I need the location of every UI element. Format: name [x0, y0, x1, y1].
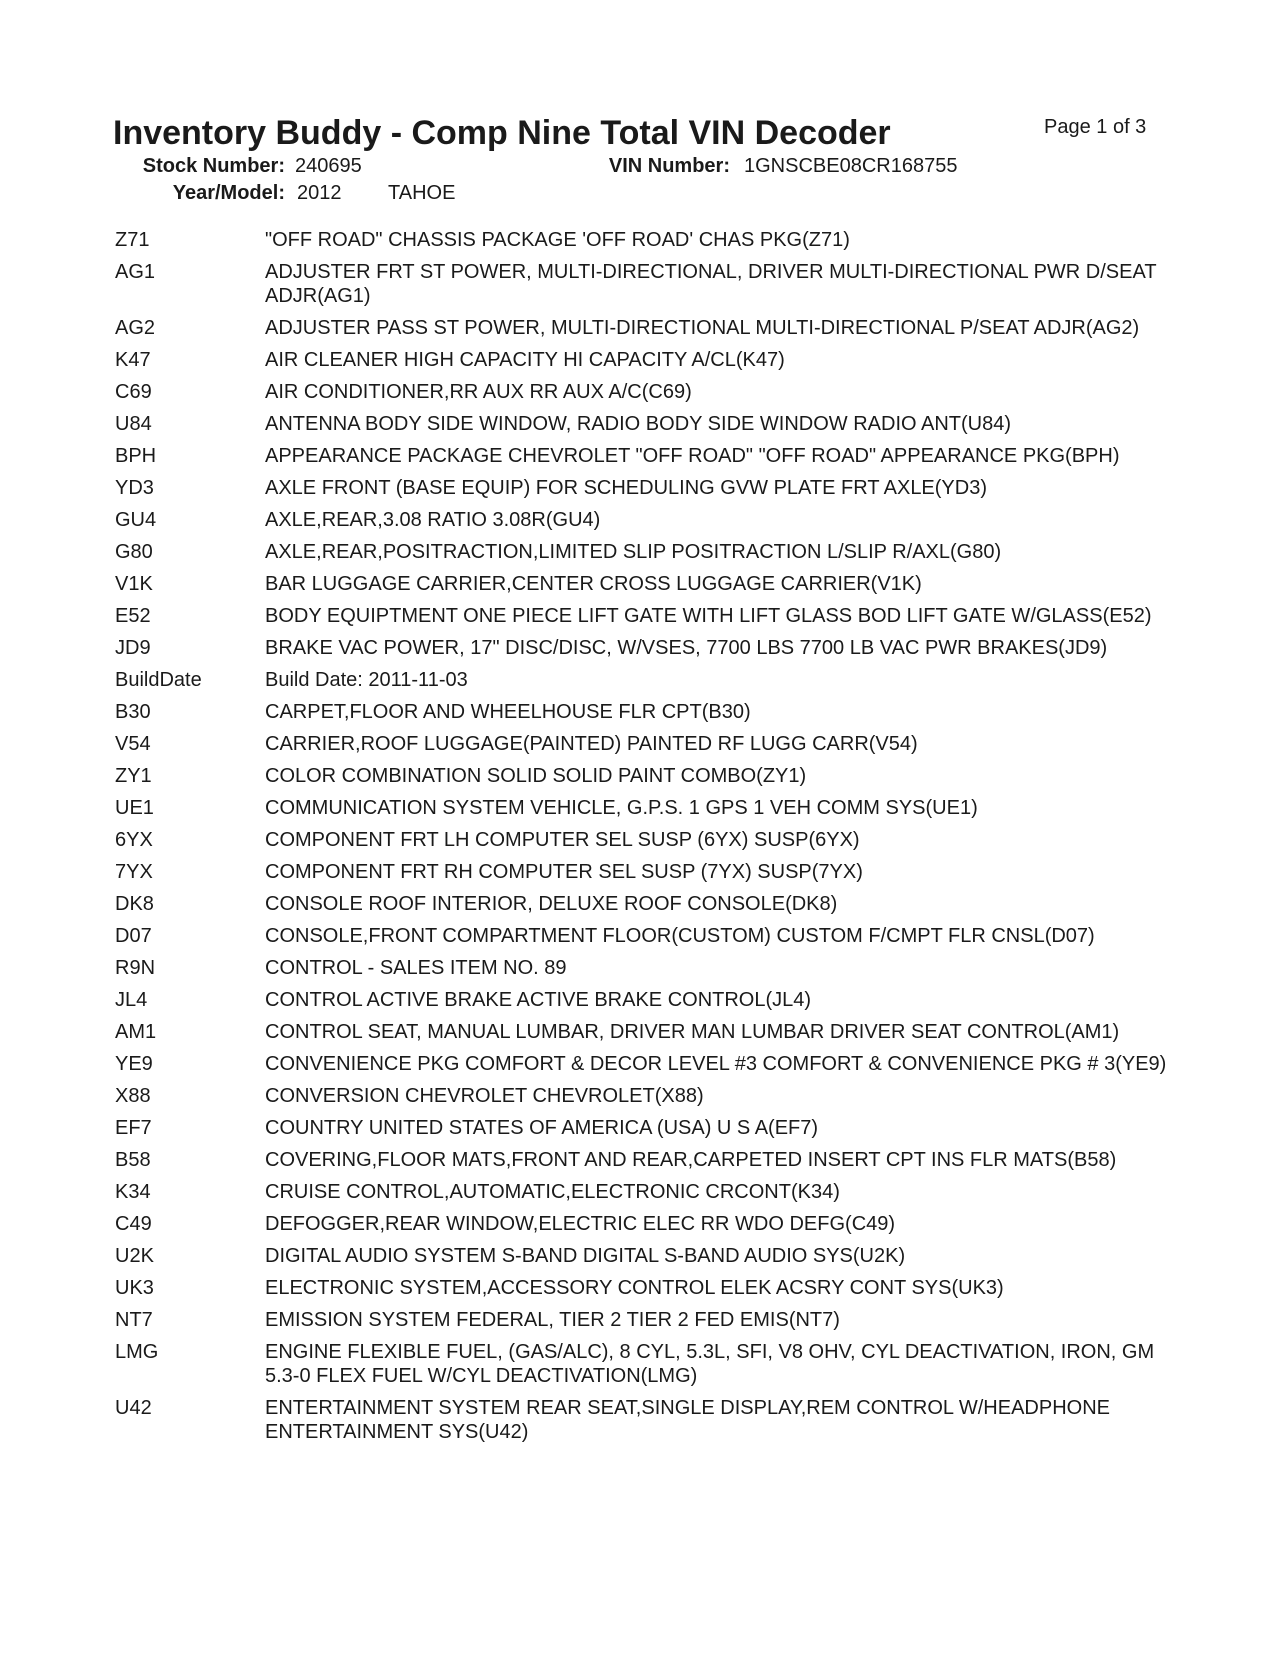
option-row — [115, 732, 1175, 756]
option-code: JL4 — [115, 989, 148, 1011]
option-description: CONVENIENCE PKG COMFORT & DECOR LEVEL #3 COMFORT & CONVENIENCE PKG # 3(YE9) — [265, 1053, 1167, 1075]
option-description: AIR CLEANER HIGH CAPACITY HI CAPACITY A/CL(K47) — [265, 349, 785, 371]
option-description: BRAKE VAC POWER, 17" DISC/DISC, W/VSES, 7700 LBS 7700 LB VAC PWR BRAKES(JD9) — [265, 637, 1108, 659]
option-code: UK3 — [115, 1277, 154, 1299]
option-row — [115, 636, 1175, 660]
option-description: COUNTRY UNITED STATES OF AMERICA (USA) U S A(EF7) — [265, 1117, 819, 1139]
option-description: COLOR COMBINATION SOLID SOLID PAINT COMBO(ZY1) — [265, 765, 807, 787]
option-code: YE9 — [115, 1053, 153, 1075]
option-row — [115, 988, 1175, 1012]
option-row — [115, 1116, 1175, 1140]
option-code: AG1 — [115, 261, 156, 283]
vin-number-label: VIN Number: — [608, 155, 730, 177]
option-description: AXLE,REAR,POSITRACTION,LIMITED SLIP POSITRACTION L/SLIP R/AXL(G80) — [265, 541, 1002, 563]
option-code: U2K — [115, 1245, 154, 1267]
option-row — [115, 1396, 1175, 1444]
option-code: JD9 — [115, 637, 151, 659]
option-row — [115, 508, 1175, 532]
option-row — [115, 228, 1175, 252]
option-description: CRUISE CONTROL,AUTOMATIC,ELECTRONIC CRCONT(K34) — [265, 1181, 840, 1203]
option-code: G80 — [115, 541, 153, 563]
stock-number-value: 240695 — [295, 155, 362, 177]
option-description: APPEARANCE PACKAGE CHEVROLET "OFF ROAD" "OFF ROAD" APPEARANCE PKG(BPH) — [265, 445, 1120, 467]
option-description: ENGINE FLEXIBLE FUEL, (GAS/ALC), 8 CYL, 5.3L, SFI, V8 OHV, CYL DEACTIVATION, IRON, GM 5.3-0 FLEX FUEL W/CYL DEACTIVATION(LMG) — [265, 1341, 1155, 1387]
year-value: 2012 — [297, 182, 342, 204]
stock-number-label: Stock Number: — [142, 155, 285, 177]
option-code: B58 — [115, 1149, 151, 1171]
option-description: CARRIER,ROOF LUGGAGE(PAINTED) PAINTED RF LUGG CARR(V54) — [265, 733, 918, 755]
option-row — [115, 316, 1175, 340]
option-description: ADJUSTER FRT ST POWER, MULTI-DIRECTIONAL, DRIVER MULTI-DIRECTIONAL PWR D/SEAT ADJR(AG1) — [265, 261, 1157, 307]
option-row — [115, 1340, 1175, 1388]
document-title: Inventory Buddy - Comp Nine Total VIN Decoder — [113, 114, 891, 152]
option-row — [115, 260, 1175, 308]
option-row — [115, 1020, 1175, 1044]
option-row — [115, 1180, 1175, 1204]
option-description: ELECTRONIC SYSTEM,ACCESSORY CONTROL ELEK ACSRY CONT SYS(UK3) — [265, 1277, 1004, 1299]
option-code: V1K — [115, 573, 153, 595]
option-description: CONVERSION CHEVROLET CHEVROLET(X88) — [265, 1085, 704, 1107]
option-description: COVERING,FLOOR MATS,FRONT AND REAR,CARPETED INSERT CPT INS FLR MATS(B58) — [265, 1149, 1117, 1171]
option-code: YD3 — [115, 477, 154, 499]
option-code: C69 — [115, 381, 152, 403]
option-code: GU4 — [115, 509, 157, 531]
option-description: AXLE,REAR,3.08 RATIO 3.08R(GU4) — [265, 509, 601, 531]
option-description: BAR LUGGAGE CARRIER,CENTER CROSS LUGGAGE CARRIER(V1K) — [265, 573, 922, 595]
option-code: K47 — [115, 349, 151, 371]
option-row — [115, 572, 1175, 596]
option-code: U42 — [115, 1397, 152, 1419]
option-description: COMPONENT FRT RH COMPUTER SEL SUSP (7YX) SUSP(7YX) — [265, 861, 863, 883]
option-row — [115, 764, 1175, 788]
option-row — [115, 476, 1175, 500]
option-code: 6YX — [115, 829, 153, 851]
option-row — [115, 668, 1175, 692]
option-row — [115, 1148, 1175, 1172]
option-code: Z71 — [115, 229, 150, 251]
option-description: AXLE FRONT (BASE EQUIP) FOR SCHEDULING GVW PLATE FRT AXLE(YD3) — [265, 477, 988, 499]
page-number: Page 1 of 3 — [1044, 116, 1147, 138]
option-row — [115, 348, 1175, 372]
option-code: B30 — [115, 701, 151, 723]
option-code: BPH — [115, 445, 157, 467]
option-code: R9N — [115, 957, 156, 979]
option-row — [115, 444, 1175, 468]
option-description: COMMUNICATION SYSTEM VEHICLE, G.P.S. 1 GPS 1 VEH COMM SYS(UE1) — [265, 797, 978, 819]
option-description: Build Date: 2011-11-03 — [265, 669, 468, 691]
option-description: COMPONENT FRT LH COMPUTER SEL SUSP (6YX) SUSP(6YX) — [265, 829, 860, 851]
option-row — [115, 956, 1175, 980]
option-code: V54 — [115, 733, 151, 755]
option-description: ADJUSTER PASS ST POWER, MULTI-DIRECTIONAL MULTI-DIRECTIONAL P/SEAT ADJR(AG2) — [265, 317, 1140, 339]
option-description: CARPET,FLOOR AND WHEELHOUSE FLR CPT(B30) — [265, 701, 751, 723]
option-code: NT7 — [115, 1309, 153, 1331]
option-row — [115, 828, 1175, 852]
option-row — [115, 892, 1175, 916]
option-description: CONSOLE ROOF INTERIOR, DELUXE ROOF CONSOLE(DK8) — [265, 893, 838, 915]
option-row — [115, 604, 1175, 628]
option-description: DEFOGGER,REAR WINDOW,ELECTRIC ELEC RR WDO DEFG(C49) — [265, 1213, 896, 1235]
option-row — [115, 540, 1175, 564]
option-description: CONTROL SEAT, MANUAL LUMBAR, DRIVER MAN LUMBAR DRIVER SEAT CONTROL(AM1) — [265, 1021, 1120, 1043]
option-code: C49 — [115, 1213, 152, 1235]
option-row — [115, 1052, 1175, 1076]
option-description: BODY EQUIPTMENT ONE PIECE LIFT GATE WITH LIFT GLASS BOD LIFT GATE W/GLASS(E52) — [265, 605, 1152, 627]
option-code: ZY1 — [115, 765, 152, 787]
year-model-label: Year/Model: — [172, 182, 285, 204]
option-row — [115, 1276, 1175, 1300]
option-description: ANTENNA BODY SIDE WINDOW, RADIO BODY SIDE WINDOW RADIO ANT(U84) — [265, 413, 1012, 435]
option-row — [115, 1308, 1175, 1332]
option-code: AG2 — [115, 317, 156, 339]
option-row — [115, 860, 1175, 884]
option-code: K34 — [115, 1181, 151, 1203]
option-row — [115, 924, 1175, 948]
option-list — [115, 228, 1175, 1452]
option-code: 7YX — [115, 861, 153, 883]
option-code: LMG — [115, 1341, 159, 1363]
option-code: D07 — [115, 925, 152, 947]
option-description: DIGITAL AUDIO SYSTEM S-BAND DIGITAL S-BAND AUDIO SYS(U2K) — [265, 1245, 906, 1267]
option-row — [115, 796, 1175, 820]
option-description: CONSOLE,FRONT COMPARTMENT FLOOR(CUSTOM) CUSTOM F/CMPT FLR CNSL(D07) — [265, 925, 1095, 947]
option-description: CONTROL - SALES ITEM NO. 89 — [265, 957, 567, 979]
option-code: U84 — [115, 413, 152, 435]
option-row — [115, 1244, 1175, 1268]
option-code: EF7 — [115, 1117, 152, 1139]
vin-number-value: 1GNSCBE08CR168755 — [744, 155, 958, 177]
option-row — [115, 700, 1175, 724]
option-code: E52 — [115, 605, 151, 627]
option-row — [115, 412, 1175, 436]
model-value: TAHOE — [388, 182, 456, 204]
option-description: EMISSION SYSTEM FEDERAL, TIER 2 TIER 2 FED EMIS(NT7) — [265, 1309, 840, 1331]
option-code: DK8 — [115, 893, 154, 915]
option-code: AM1 — [115, 1021, 157, 1043]
option-code: BuildDate — [115, 669, 202, 691]
option-description: CONTROL ACTIVE BRAKE ACTIVE BRAKE CONTROL(JL4) — [265, 989, 812, 1011]
option-description: AIR CONDITIONER,RR AUX RR AUX A/C(C69) — [265, 381, 692, 403]
option-row — [115, 1212, 1175, 1236]
option-row — [115, 1084, 1175, 1108]
option-row — [115, 380, 1175, 404]
option-code: X88 — [115, 1085, 151, 1107]
option-description: ENTERTAINMENT SYSTEM REAR SEAT,SINGLE DISPLAY,REM CONTROL W/HEADPHONE ENTERTAINMENT SYS(U42) — [265, 1397, 1110, 1443]
option-code: UE1 — [115, 797, 154, 819]
option-description: "OFF ROAD" CHASSIS PACKAGE 'OFF ROAD' CHAS PKG(Z71) — [265, 229, 850, 251]
